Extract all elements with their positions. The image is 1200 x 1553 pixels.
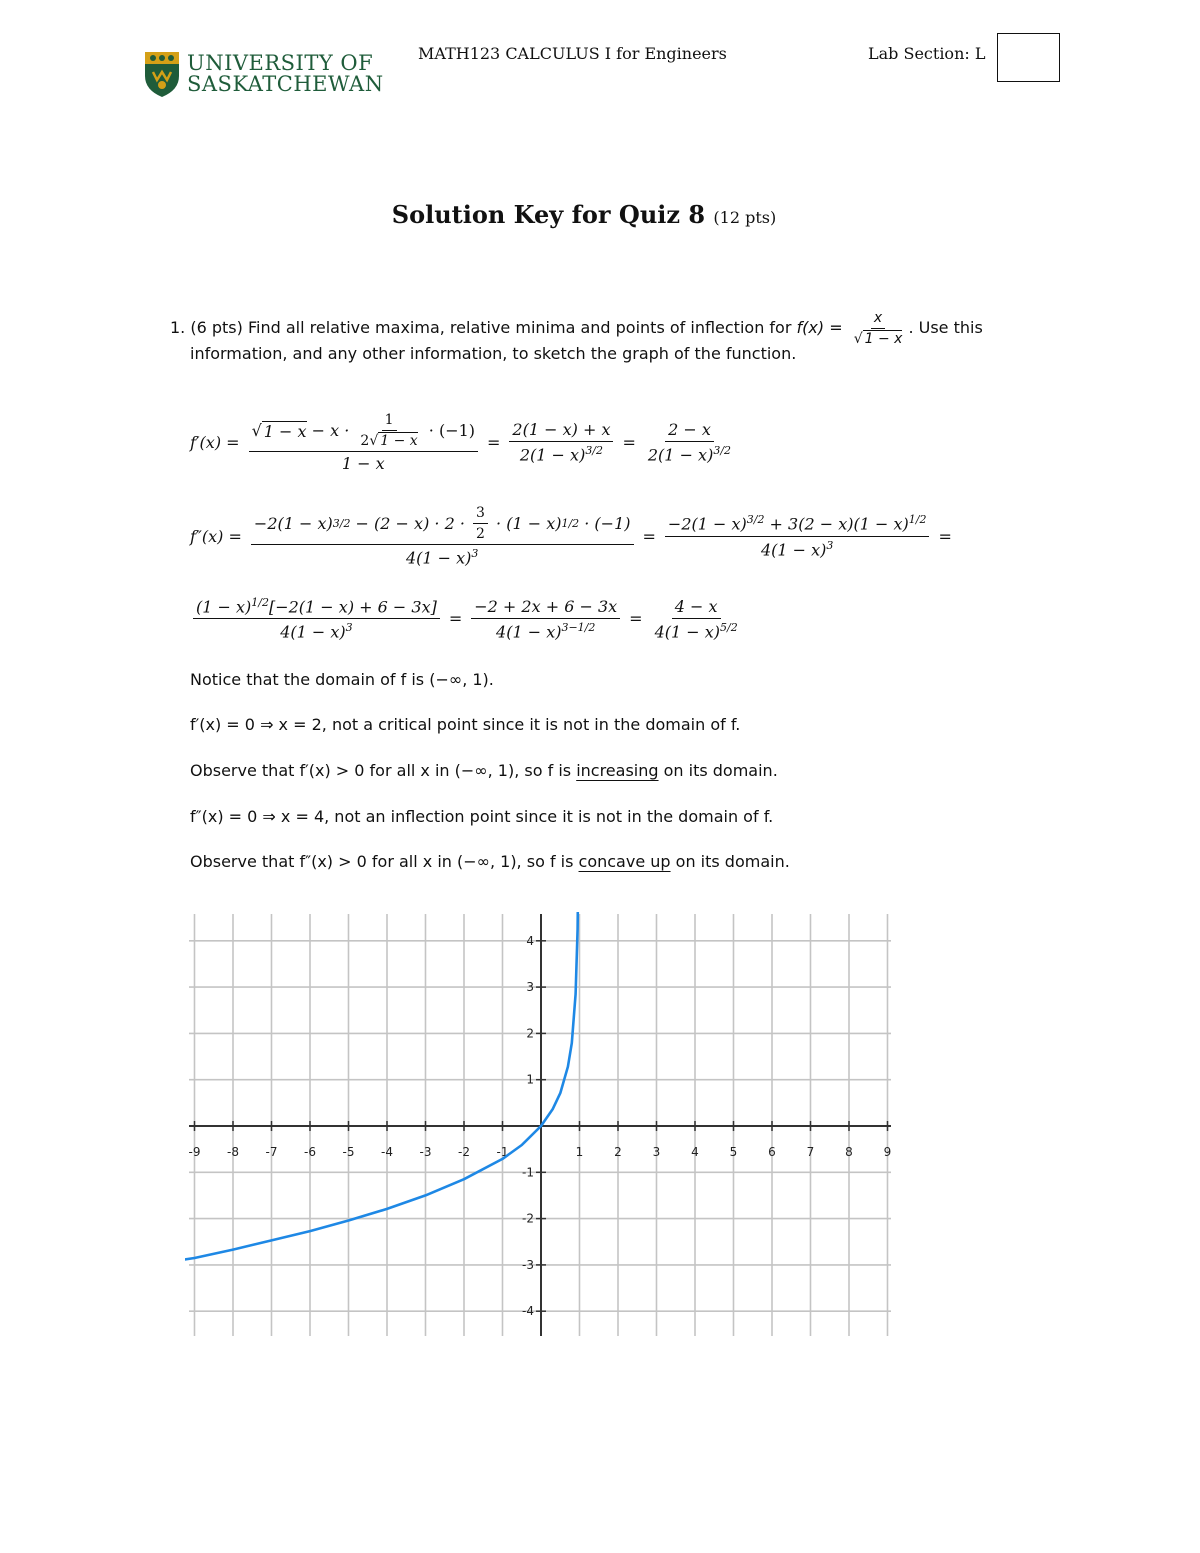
first-derivative-equation [190, 412, 737, 473]
fprime-inner-den-a: 2 [360, 433, 370, 449]
f2-mid-den: 4(1 − x) [760, 539, 827, 559]
question-line-2: information, and any other information, to sketch the graph of the function. [190, 344, 797, 363]
fprime-inner-den-b: 1 − x [380, 433, 418, 449]
equals-sign: = [487, 433, 501, 452]
title-points: (12 pts) [713, 208, 777, 227]
y-tick-label: 3 [526, 980, 534, 995]
x-tick-label: 3 [652, 1145, 661, 1159]
fprime-mid-den-exp: 3/2 [585, 444, 604, 458]
equals-sign: = [622, 433, 636, 452]
f2-mid-num-a: −2(1 − x) [667, 514, 747, 534]
row3-res-num: 4 − x [672, 597, 721, 619]
note-increasing [190, 761, 778, 780]
lab-section-box [997, 33, 1060, 82]
note-concave-text: Observe that f″(x) > 0 for all x in (−∞, 1), so f is [190, 852, 579, 871]
f2-den-exp: 3 [471, 547, 479, 560]
f2-inner-den: 2 [476, 526, 485, 542]
fprime-inner-fraction: $\frac{1}{2√ 1 - x}$ [360, 412, 418, 449]
university-name-line1: UNIVERSITY OF [187, 51, 374, 75]
x-tick-label: -9 [188, 1145, 201, 1159]
x-tick-label: 1 [575, 1145, 584, 1159]
note-increasing-underlined: increasing [576, 761, 659, 780]
fprime-res-den-exp: 3/2 [713, 444, 732, 458]
row3-mid-fraction [471, 597, 620, 641]
x-tick-label: 5 [729, 1145, 738, 1159]
y-tick-label: 4 [526, 933, 534, 948]
page-title [0, 200, 1168, 229]
f2-num-a-exp: 3/2 [332, 517, 351, 530]
fprime-mid-fraction [509, 420, 613, 464]
f2-mid-num-b: + 3(2 − x)(1 − x) [764, 514, 909, 534]
f2-inner-num: 3 [473, 505, 488, 524]
question-function-numerator: x [871, 310, 885, 329]
f2-fraction [251, 505, 634, 567]
title-main: Solution Key for Quiz 8 [391, 200, 706, 229]
note-concave [190, 852, 790, 871]
f2-num-d: · (−1) [579, 514, 631, 533]
note-concave-underlined: concave up [578, 852, 671, 871]
row3-num-b: [−2(1 − x) + 6 − 3x] [268, 597, 437, 617]
question-text-after: . Use this [908, 318, 983, 337]
f2-num-inner-fraction [473, 505, 488, 542]
crest-icon [143, 50, 181, 98]
question-function-denominator: 1 − x [864, 331, 903, 347]
fprime-res-num: 2 − x [665, 420, 714, 442]
y-tick-label: 2 [526, 1026, 534, 1041]
row3-num-a-exp: 1/2 [251, 596, 269, 609]
f2-mid-num-a-exp: 3/2 [746, 513, 765, 527]
x-tick-label: 4 [691, 1145, 699, 1159]
note-critical-point: f′(x) = 0 ⇒ x = 2, not a critical point since it is not in the domain of f. [190, 715, 741, 734]
x-tick-label: -1 [496, 1145, 509, 1159]
f2-lhs: f″(x) = [190, 526, 242, 546]
note-inflection: f″(x) = 0 ⇒ x = 4, not an inflection point since it is not in the domain of f. [190, 807, 774, 826]
row3-mid-den: 4(1 − x) [496, 621, 562, 641]
x-tick-label: -4 [381, 1145, 393, 1159]
y-tick-label: -2 [522, 1211, 534, 1226]
x-tick-label: -3 [419, 1145, 432, 1159]
row3-res-den: 4(1 − x) [654, 621, 721, 641]
function-graph [185, 908, 895, 1340]
row3-result-fraction [652, 597, 741, 641]
row3-res-den-exp: 5/2 [720, 620, 738, 634]
university-name-line2: SASKATCHEWAN [187, 72, 384, 96]
question-number: 1. [170, 318, 186, 337]
fprime-den: 1 − x [341, 454, 385, 473]
y-tick-label: -1 [522, 1165, 534, 1180]
x-tick-label: -6 [304, 1145, 316, 1159]
equals-sign: = [938, 526, 952, 546]
row3-mid-den-exp: 3−1/2 [561, 620, 596, 634]
f2-num-b: − (2 − x) · 2 · [350, 514, 471, 533]
fprime-num-b: − x · [306, 421, 355, 440]
x-tick-label: -2 [458, 1145, 470, 1159]
note-domain: Notice that the domain of f is (−∞, 1). [190, 670, 494, 689]
fprime-result-fraction [645, 420, 734, 464]
fprime-lhs: f′(x) = [190, 433, 240, 452]
fprime-mid-num: 2(1 − x) + x [509, 420, 613, 442]
x-tick-label: -8 [227, 1145, 239, 1159]
note-increasing-end: on its domain. [658, 761, 778, 780]
question-line-1 [170, 310, 983, 347]
f2-num-a: −2(1 − x) [253, 514, 333, 533]
university-logo [143, 50, 384, 100]
x-tick-label: 6 [768, 1145, 776, 1159]
equals-sign: = [448, 609, 463, 629]
course-title: MATH123 CALCULUS I for Engineers [418, 44, 727, 63]
f2-mid-fraction [665, 513, 930, 559]
question-points: (6 pts) [190, 318, 243, 337]
f2-den: 4(1 − x) [405, 548, 472, 568]
equals-sign: = [642, 526, 656, 546]
second-derivative-simplification [190, 596, 744, 642]
x-tick-label: -5 [342, 1145, 355, 1159]
fprime-num-c: · (−1) [423, 421, 476, 440]
row3-num-a: (1 − x) [196, 597, 252, 617]
fprime-mid-den: 2(1 − x) [519, 445, 586, 465]
second-derivative-equation [190, 505, 952, 567]
note-concave-end: on its domain. [670, 852, 790, 871]
f2-num-c: · (1 − x) [490, 514, 562, 533]
row3-den: 4(1 − x) [280, 622, 346, 642]
x-tick-label: -7 [265, 1145, 278, 1159]
question-function-fraction: $\frac{x}{√ 1 - x}$ [853, 310, 903, 347]
y-tick-label: 1 [526, 1072, 534, 1087]
f2-num-c-exp: 1/2 [561, 517, 580, 530]
equals-sign: = [629, 609, 643, 629]
fprime-num-sqrt: 1 − x [263, 421, 307, 441]
x-tick-label: 8 [845, 1145, 853, 1159]
function-curve [185, 908, 579, 1260]
question-function-lhs: f(x) = [796, 318, 843, 337]
note-increasing-text: Observe that f′(x) > 0 for all x in (−∞, 1), so f is [190, 761, 577, 780]
row3-fraction [193, 596, 440, 642]
row3-den-exp: 3 [345, 621, 353, 635]
y-tick-label: -4 [522, 1304, 534, 1319]
f2-mid-num-b-exp: 1/2 [908, 513, 927, 527]
x-tick-label: 7 [806, 1145, 815, 1159]
fprime-fraction: √ 1 − x − x · $\frac{1}{2√ 1 - x}$ · (−1) 1 − x [249, 412, 478, 473]
lab-section-label: Lab Section: L [868, 44, 986, 63]
y-tick-label: -3 [522, 1257, 534, 1272]
x-tick-label: 9 [883, 1145, 892, 1159]
row3-mid-num: −2 + 2x + 6 − 3x [471, 597, 620, 619]
fprime-inner-num: 1 [382, 412, 397, 431]
question-text: Find all relative maxima, relative minima and points of inflection for [247, 318, 792, 337]
fprime-res-den: 2(1 − x) [647, 445, 714, 465]
f2-mid-den-exp: 3 [826, 538, 834, 552]
x-tick-label: 2 [614, 1145, 622, 1159]
